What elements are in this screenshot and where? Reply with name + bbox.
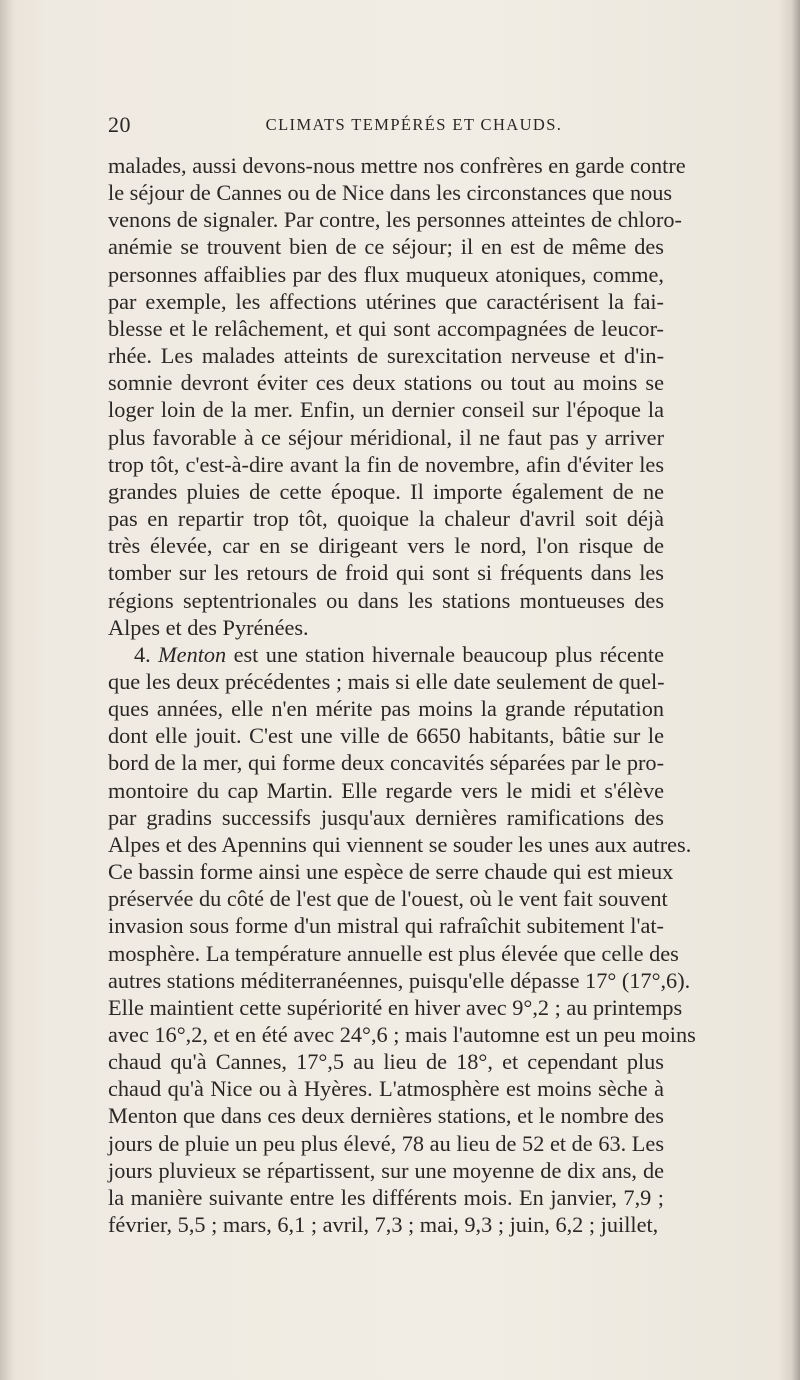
text-line: jours pluvieux se répartissent, sur une moyenne de dix ans, de — [108, 1157, 664, 1183]
text-line: chaud qu'à Nice ou à Hyères. L'atmosphère est moins sèche à — [108, 1076, 664, 1102]
text-line: malades, aussi devons-nous mettre nos confrères en garde contre — [108, 153, 686, 178]
text-line: venons de signaler. Par contre, les personnes atteintes de chloro- — [108, 207, 682, 233]
place-name-menton: Menton — [158, 641, 227, 667]
text-line: très élevée, car en se dirigeant vers le nord, l'on risque de — [108, 533, 664, 559]
text-line: somnie devront éviter ces deux stations ou tout au moins se — [108, 370, 664, 396]
page-number: 20 — [108, 112, 131, 137]
page-header — [108, 112, 668, 142]
text-line: montoire du cap Martin. Elle regarde vers le midi et s'élève — [108, 777, 664, 803]
paragraph-1 — [108, 152, 686, 641]
text-line: Menton que dans ces deux dernières stations, et le nombre des — [108, 1103, 664, 1129]
page-edge-shadow — [778, 0, 800, 1380]
text-line: autres stations méditerranéennes, puisqu'elle dépasse 17° (17°,6). — [108, 967, 691, 993]
text-line: ques années, elle n'en mérite pas moins la grande réputation — [108, 696, 664, 722]
text-line: plus favorable à ce séjour méridional, il ne faut pas y arriver — [108, 424, 664, 450]
text-line: personnes affaiblies par des flux muqueux atoniques, comme, — [108, 261, 664, 287]
text-line: le séjour de Cannes ou de Nice dans les circonstances que nous — [108, 180, 673, 206]
first-line-text: est une station hivernale beaucoup plus récente — [233, 641, 665, 667]
text-line: par gradins successifs jusqu'aux dernières ramifications des — [108, 804, 664, 830]
text-line: régions septentrionales ou dans les stations montueuses des — [108, 587, 664, 613]
text-line: chaud qu'à Cannes, 17°,5 au lieu de 18°, et cependant plus — [108, 1049, 664, 1075]
text-line: Alpes et des Pyrénées. — [108, 614, 309, 640]
text-line: Ce bassin forme ainsi une espèce de serre chaude qui est mieux — [108, 859, 674, 885]
text-line: mosphère. La température annuelle est plus élevée que celle des — [108, 940, 679, 966]
text-line: trop tôt, c'est-à-dire avant la fin de novembre, afin d'éviter les — [108, 451, 664, 477]
text-line: Alpes et des Apennins qui viennent se souder les unes aux autres. — [108, 831, 692, 857]
text-line: préservée du côté de l'est que de l'ouest, où le vent fait souvent — [108, 886, 668, 912]
text-line: anémie se trouvent bien de ce séjour; il en est de même des — [108, 234, 664, 260]
text-line: tomber sur les retours de froid qui sont si fréquents dans les — [108, 560, 664, 586]
running-head: CLIMATS TEMPÉRÉS ET CHAUDS. — [265, 115, 563, 134]
text-line: invasion sous forme d'un mistral qui rafraîchit subitement l'at- — [108, 913, 664, 939]
body-text — [108, 152, 696, 1238]
text-line: avec 16°,2, et en été avec 24°,6 ; mais l'automne est un peu moins — [108, 1022, 696, 1047]
text-line: loger loin de la mer. Enfin, un dernier conseil sur l'époque la — [108, 397, 664, 423]
page-gutter-shadow — [0, 0, 14, 1380]
section-number: 4. — [134, 641, 151, 667]
text-line: que les deux précédentes ; mais si elle date seulement de quel- — [108, 668, 665, 694]
text-line: dont elle jouit. C'est une ville de 6650 habitants, bâtie sur le — [108, 723, 664, 749]
text-line: bord de la mer, qui forme deux concavités séparées par le pro- — [108, 750, 664, 776]
paragraph-2 — [108, 641, 696, 1238]
paragraph-2-first-line — [108, 641, 664, 668]
text-line: blesse et le relâchement, et qui sont accompagnées de leucor- — [108, 315, 664, 341]
text-line: par exemple, les affections utérines que caractérisent la fai- — [108, 288, 664, 314]
text-line: grandes pluies de cette époque. Il importe également de ne — [108, 478, 664, 504]
text-line: février, 5,5 ; mars, 6,1 ; avril, 7,3 ; mai, 9,3 ; juin, 6,2 ; juillet, — [108, 1212, 659, 1238]
text-line: jours de pluie un peu plus élevé, 78 au lieu de 52 et de 63. Les — [108, 1130, 664, 1156]
text-line: la manière suivante entre les différents mois. En janvier, 7,9 ; — [108, 1184, 664, 1210]
text-line: pas en repartir trop tôt, quoique la chaleur d'avril soit déjà — [108, 506, 664, 532]
text-line: Elle maintient cette supériorité en hiver avec 9°,2 ; au printemps — [108, 994, 683, 1020]
text-line: rhée. Les malades atteints de surexcitation nerveuse et d'in- — [108, 343, 664, 369]
